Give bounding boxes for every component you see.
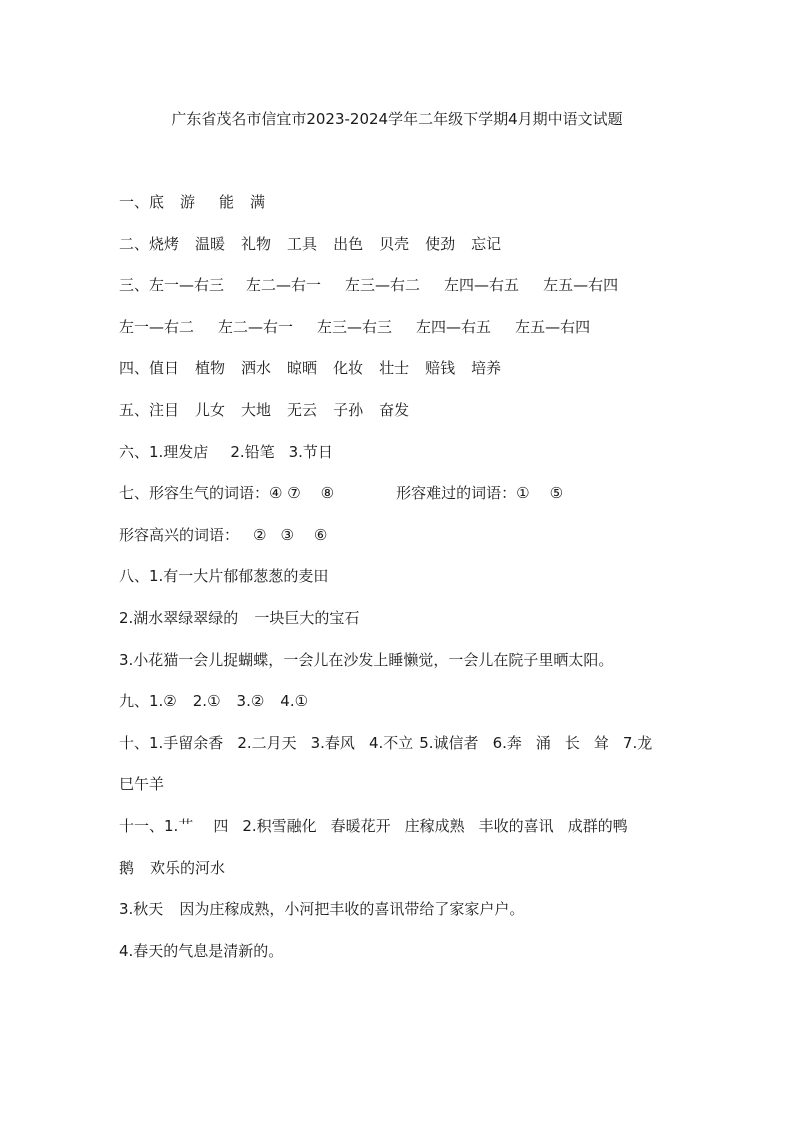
answer-item: 4.① bbox=[280, 692, 309, 711]
answer-item: 植物 bbox=[195, 359, 226, 378]
answer-item: 六、1.理发店 bbox=[119, 442, 209, 461]
answer-item: 洒水 bbox=[241, 359, 272, 378]
answer-item: 长 bbox=[564, 733, 580, 752]
answer-item: 2.湖水翠绿翠绿的 bbox=[119, 608, 239, 627]
answer-line-4 bbox=[119, 315, 719, 357]
answer-item: 左五—右四 bbox=[515, 317, 591, 336]
answer-item: 成群的鸭 bbox=[567, 816, 628, 835]
answer-item: 因为庄稼成熟，小河把丰收的喜讯带给了家家户户。 bbox=[179, 900, 525, 919]
answer-item: 忘记 bbox=[471, 234, 502, 253]
answer-item: 出色 bbox=[333, 234, 364, 253]
answer-line-14 bbox=[119, 731, 719, 773]
answer-item: 十、1.手留余香 bbox=[119, 733, 224, 752]
answer-item: 化妆 bbox=[333, 359, 364, 378]
answer-item: 2.铅笔 bbox=[230, 442, 275, 461]
answer-item: 一、底 bbox=[119, 193, 165, 211]
answer-line-15 bbox=[119, 772, 719, 814]
answer-item: 3.节日 bbox=[288, 442, 333, 461]
answer-item: 2.二月天 bbox=[237, 733, 297, 752]
answer-item: 左四—右五 bbox=[416, 317, 492, 336]
answer-item: 赔钱 bbox=[425, 359, 456, 378]
answer-line-2 bbox=[119, 232, 719, 274]
answer-list bbox=[119, 190, 719, 980]
answer-item: 无云 bbox=[287, 400, 318, 419]
answer-item: 形容高兴的词语： bbox=[119, 525, 240, 544]
answer-item: 左三—右三 bbox=[317, 317, 393, 336]
answer-item: 使劲 bbox=[425, 234, 456, 253]
answer-line-8 bbox=[119, 481, 719, 523]
answer-item: 左三—右二 bbox=[345, 276, 421, 295]
answer-item: 五、注目 bbox=[119, 400, 180, 419]
answer-item: 四 bbox=[213, 816, 229, 835]
answer-item: 四、值日 bbox=[119, 359, 180, 378]
answer-item: ② bbox=[253, 525, 267, 544]
answer-item: 游 bbox=[180, 193, 196, 211]
answer-line-3 bbox=[119, 273, 719, 315]
answer-item: 形容难过的词语：① bbox=[396, 484, 530, 503]
answer-item: 3.秋天 bbox=[119, 900, 164, 919]
answer-item: 欢乐的河水 bbox=[150, 858, 226, 877]
answer-item: 壮士 bbox=[379, 359, 410, 378]
answer-item: 三、左一—右三 bbox=[119, 276, 225, 295]
answer-item: 鹅 bbox=[119, 858, 135, 877]
answer-item: 温暖 bbox=[195, 234, 226, 253]
answer-item: 大地 bbox=[241, 400, 272, 419]
answer-item: 左二—右一 bbox=[246, 276, 322, 295]
answer-item: 3.② bbox=[236, 692, 265, 711]
answer-item: 2.积雪融化 bbox=[242, 816, 317, 835]
answer-item: 左五—右四 bbox=[543, 276, 619, 295]
answer-item: 4.春天的气息是清新的。 bbox=[119, 941, 284, 960]
answer-item: 巳午羊 bbox=[119, 775, 165, 794]
answer-line-11 bbox=[119, 606, 719, 648]
answer-line-12 bbox=[119, 648, 719, 690]
answer-item: 培养 bbox=[471, 359, 502, 378]
answer-item: 满 bbox=[250, 193, 266, 211]
answer-item: 十一、1.艹 bbox=[119, 816, 194, 835]
answer-item: 晾晒 bbox=[287, 359, 318, 378]
answer-item: ⑤ bbox=[549, 484, 564, 503]
answer-line-6 bbox=[119, 398, 719, 440]
answer-item: 八、1.有一大片郁郁葱葱的麦田 bbox=[119, 567, 329, 586]
answer-item: 左二—右一 bbox=[218, 317, 294, 336]
answer-item: 礼物 bbox=[241, 234, 272, 253]
answer-item: 奋发 bbox=[379, 400, 410, 419]
answer-item: 七、形容生气的词语：④ ⑦ bbox=[119, 484, 301, 503]
answer-item: 工具 bbox=[287, 234, 318, 253]
answer-item: 丰收的喜讯 bbox=[478, 816, 554, 835]
answer-line-16 bbox=[119, 814, 719, 856]
answer-item: 左一—右二 bbox=[119, 317, 195, 336]
answer-line-19 bbox=[119, 939, 719, 981]
answer-item: 左四—右五 bbox=[444, 276, 520, 295]
answer-line-10 bbox=[119, 564, 719, 606]
answer-item: 九、1.② bbox=[119, 692, 177, 711]
answer-item: 耸 bbox=[593, 733, 609, 752]
answer-item: 一块巨大的宝石 bbox=[254, 608, 360, 627]
answer-item: 能 bbox=[219, 193, 235, 211]
answer-item: 春暖花开 bbox=[330, 816, 391, 835]
answer-item: 3.小花猫一会儿捉蝴蝶，一会儿在沙发上睡懒觉，一会儿在院子里晒太阳。 bbox=[119, 650, 614, 669]
answer-line-5 bbox=[119, 356, 719, 398]
answer-item: 子孙 bbox=[333, 400, 364, 419]
answer-item: 儿女 bbox=[195, 400, 226, 419]
answer-item: ⑥ bbox=[313, 525, 328, 544]
answer-item: 贝壳 bbox=[379, 234, 410, 253]
answer-item: 5.诚信者 bbox=[419, 733, 479, 752]
answer-line-18 bbox=[119, 897, 719, 939]
answer-item: 7.龙 bbox=[622, 733, 653, 752]
answer-item: 庄稼成熟 bbox=[404, 816, 465, 835]
answer-line-9 bbox=[119, 523, 719, 565]
answer-item: 二、烧烤 bbox=[119, 234, 180, 253]
answer-line-1 bbox=[119, 190, 719, 232]
answer-item: ⑧ bbox=[320, 484, 335, 503]
answer-item: 2.① bbox=[192, 692, 221, 711]
answer-line-17 bbox=[119, 856, 719, 898]
answer-item: ③ bbox=[280, 525, 294, 544]
answer-item: 3.春风 bbox=[310, 733, 355, 752]
answer-line-13 bbox=[119, 689, 719, 731]
answer-item: 6.奔 bbox=[492, 733, 522, 752]
answer-line-7 bbox=[119, 440, 719, 482]
answer-item: 4.不立 bbox=[368, 733, 414, 752]
answer-item: 涌 bbox=[535, 733, 551, 752]
document-title: 广东省茂名市信宜市2023-2024学年二年级下学期4月期中语文试题 bbox=[171, 110, 623, 128]
